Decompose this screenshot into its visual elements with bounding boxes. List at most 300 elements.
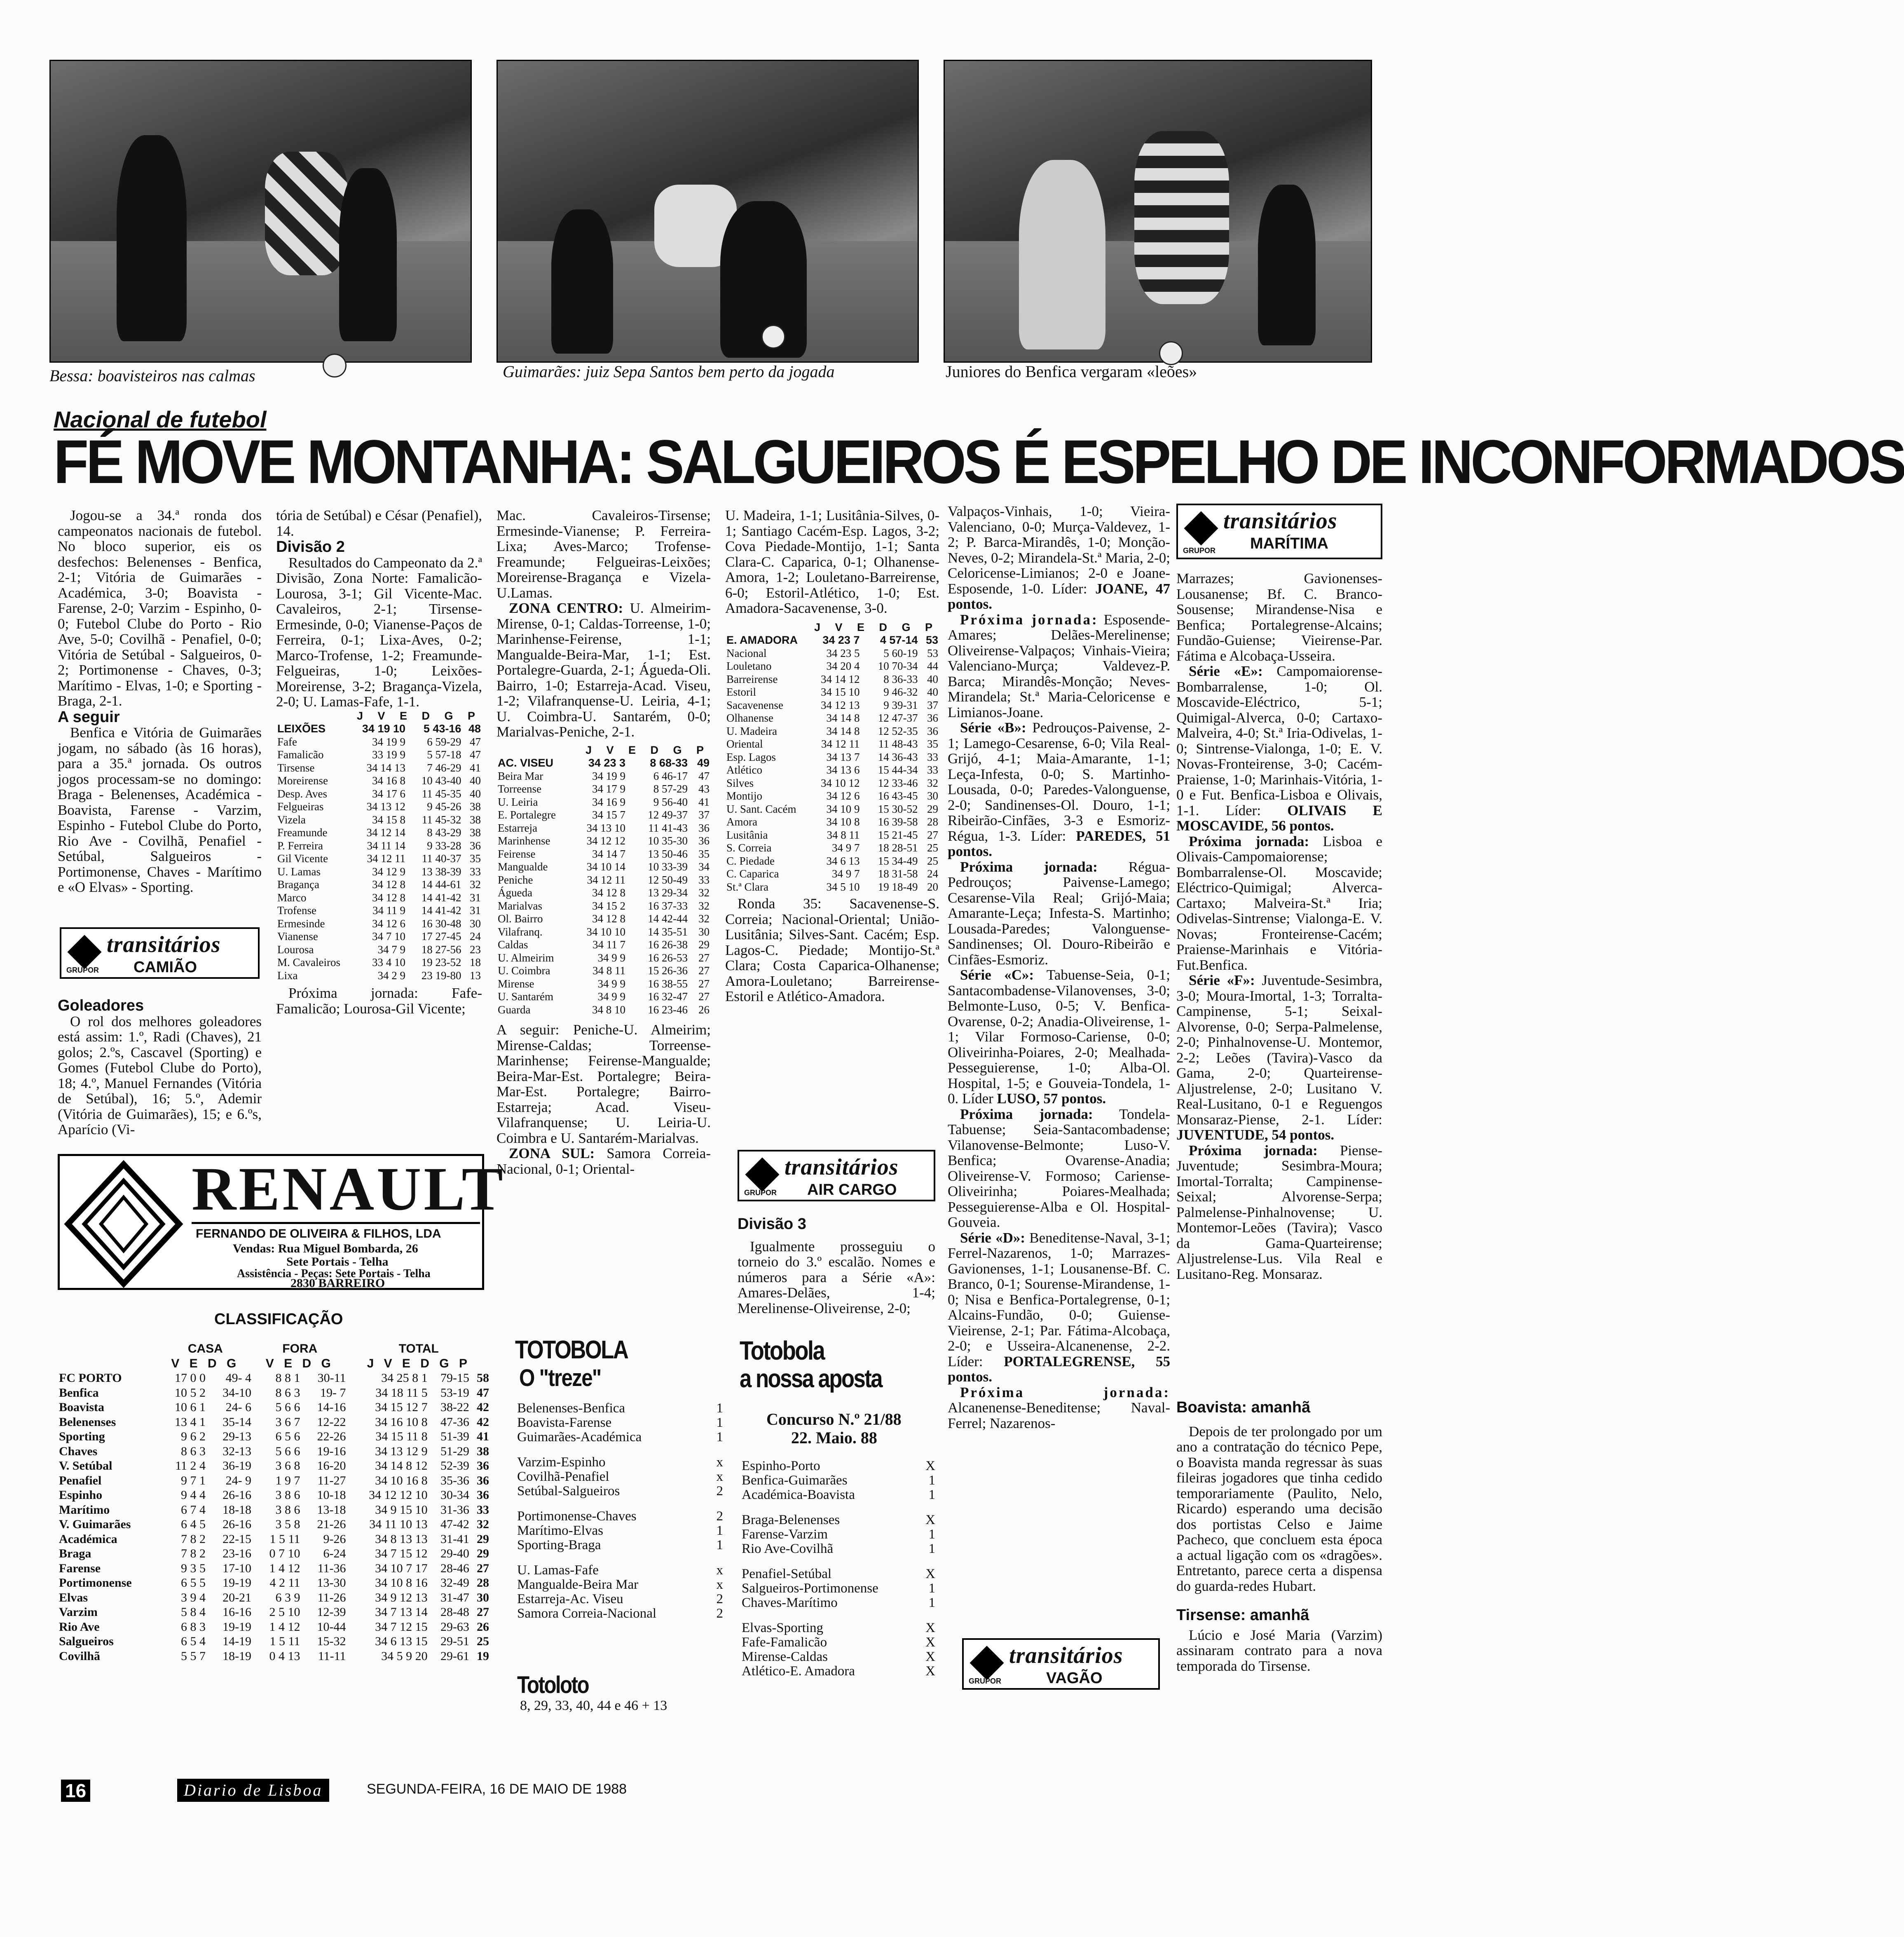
paragraph-a-seguir: Benfica e Vitória de Guimarães jogam, no sábado (às 16 horas), para a 35.ª jornada. Os outros jogos processam-se no domingo: Braga - Belenenses, Académica - Boavista, Farense - Varzim, Espinho - Futebol Clube do Porto, Rio Ave - Covilhã, Penafiel - Setúbal, Salgueiros - Portimonense, Chaves - Marítimo e «O Elvas» - Sporting.: [58, 725, 262, 895]
classif-row: [58, 1459, 490, 1473]
toto-match: Braga-Belenenses: [742, 1513, 840, 1527]
team-points: 35: [470, 852, 481, 865]
headline: FÉ MOVE MONTANHA: SALGUEIROS É ESPELHO DE INCONFORMADOS: [54, 427, 1904, 496]
toto-pick: 1: [716, 1523, 723, 1538]
label-proxima-jornada-a: Próxima jornada:: [960, 611, 1098, 628]
team-value: 14-16: [317, 1400, 346, 1414]
team-value: 6 5 4: [180, 1634, 206, 1648]
team-value: 11-26: [317, 1590, 346, 1604]
team-value: 51-29: [440, 1444, 469, 1458]
table-row: [496, 874, 711, 887]
ad-group: GRUPOR: [66, 966, 99, 974]
table-header-row: [725, 621, 939, 634]
team-name: Ol. Bairro: [498, 912, 543, 925]
table-row: [496, 835, 711, 848]
classif-group: CASA: [187, 1342, 223, 1355]
team-value: 1 9 7: [275, 1473, 300, 1487]
team-jve: 34 10 14: [586, 861, 625, 873]
dealer-sales-2: Sete Portais - Telha: [286, 1255, 389, 1269]
toto-row: [742, 1581, 935, 1596]
team-value: 41: [477, 1430, 489, 1443]
toto-row: [517, 1401, 723, 1416]
team-value: 0 7 10: [269, 1547, 300, 1560]
paragraph-norte-continued: Mac. Cavaleiros-Tirsense; Ermesinde-Vianense; P. Ferreira-Lixa; Aves-Marco; Trofense-Freamunde; Felgueiras-Leixões; Moreirense-Bragança e Vizela-U.Lamas.: [496, 507, 711, 601]
team-value: 1 5 11: [269, 1532, 300, 1546]
team-name: Moreirense: [277, 774, 328, 787]
team-value: 5 6 6: [275, 1444, 300, 1458]
team-name: Estarreja: [498, 821, 537, 834]
team-jve: 34 14 12: [820, 673, 860, 685]
team-value: 13-18: [317, 1503, 346, 1517]
team-value: 3 6 7: [275, 1415, 300, 1429]
table-header-blank: [725, 621, 804, 634]
table-row: [496, 809, 711, 822]
team-name: Vilafranq.: [498, 925, 543, 938]
team-name: Felgueiras: [277, 800, 324, 813]
team-value: 29-51: [440, 1634, 469, 1648]
team-name: Beira Mar: [498, 769, 543, 782]
team-points: 37: [927, 699, 938, 711]
team-points: 30: [927, 790, 938, 802]
team-dg: 9 56-40: [653, 795, 688, 808]
classif-group: TOTAL: [398, 1342, 439, 1355]
team-name: Nacional: [726, 647, 767, 659]
table-row: [276, 788, 482, 801]
team-value: 51-39: [440, 1430, 469, 1443]
team-dg: 11 40-37: [422, 852, 461, 865]
team-points: 36: [698, 835, 710, 847]
table-zona-centro: [496, 744, 711, 1017]
toto-match: Varzim-Espinho: [517, 1455, 606, 1470]
team-value: 9 6 2: [180, 1430, 206, 1443]
team-points: 41: [698, 795, 710, 808]
team-name: Bragança: [277, 878, 319, 891]
team-name: S. Correia: [726, 842, 772, 854]
ad-service: MARÍTIMA: [1250, 535, 1328, 552]
team-value: 42: [477, 1415, 489, 1429]
text-serie-c: Tabuense-Seia, 0-1; Santacombadense-Vilanovenses, 3-0; Belmonte-Luso, 0-5; V. Benfica-Ovarense, 0-2; Anadia-Oliveirense, 1-1; Vilar Formoso-Cariense, 0-0; Oliveirinha-Poiares, 2-0; Mealhada-Pesseguierense, 1-0; Alba-Ol. Hospital, 1-5; e Gouveia-Tondela, 1-0. Líder: [948, 967, 1170, 1107]
totoloto-title: Totoloto: [517, 1672, 589, 1698]
team-name: LEIXÕES: [277, 722, 326, 735]
team-value: 7 8 2: [180, 1532, 206, 1546]
table-row: [496, 1004, 711, 1017]
toto-row: [517, 1563, 723, 1578]
team-name: U. Coimbra: [498, 964, 550, 977]
team-points: 40: [470, 774, 481, 787]
team-jve: 34 12 11: [821, 738, 860, 750]
team-dg: 16 43-45: [878, 790, 918, 802]
table-row: [276, 865, 482, 879]
toto-group: [742, 1621, 935, 1679]
team-dg: 16 23-46: [648, 1003, 688, 1016]
toto-row: [517, 1524, 723, 1538]
table-row: [496, 783, 711, 796]
table-row: [496, 757, 711, 770]
classif-row: [58, 1576, 490, 1590]
toto-pick: x: [716, 1469, 723, 1484]
toto-group: [742, 1459, 935, 1502]
team-name: Águeda: [498, 886, 532, 899]
text-serie-a: Valpaços-Vinhais, 1-0; Vieira-Valenciano, 0-0; Murça-Valdevez, 1-2; P. Barca-Mirandês, 1-0; Monção-Neves, 0-2; Mirandela-St.ª Maria, 2-0; Celoricense-Limianos; 2-0 e Joane-Esposende, 1-0. Líder:: [948, 503, 1170, 597]
team-dg: 23 19-80: [421, 969, 461, 982]
classif-row: [58, 1400, 490, 1415]
team-points: 27: [698, 990, 710, 1003]
team-value: 34 10 16 8: [375, 1473, 428, 1487]
toto-match: Estarreja-Ac. Viseu: [517, 1592, 623, 1606]
team-jve: 34 5 10: [826, 880, 860, 893]
toto-match: Rio Ave-Covilhã: [742, 1541, 834, 1556]
team-value: 28: [477, 1576, 489, 1590]
team-name: U. Santarém: [498, 990, 553, 1003]
team-name: E. AMADORA: [726, 634, 798, 646]
team-value: 8 8 1: [275, 1371, 300, 1385]
team-value: 21-26: [317, 1517, 346, 1531]
team-name: Mangualde: [498, 861, 548, 873]
team-value: 30-11: [317, 1371, 346, 1385]
team-value: 34 13 12 9: [375, 1444, 428, 1458]
team-name: Esp. Lagos: [726, 750, 776, 763]
article-col-1b: [58, 997, 262, 1137]
team-value: 31-47: [440, 1590, 469, 1604]
team-jve: 34 20 4: [826, 660, 860, 672]
team-dg: 16 37-33: [648, 899, 688, 912]
team-points: 18: [470, 956, 481, 968]
team-value: 6 3 9: [275, 1590, 300, 1604]
table-header-cols: J V E D G P: [814, 621, 938, 633]
toto-pick: X: [925, 1635, 935, 1650]
team-value: 27: [477, 1605, 489, 1619]
table-row: [725, 842, 939, 855]
team-points: 44: [927, 660, 938, 672]
team-name: E. Portalegre: [498, 809, 556, 821]
team-points: 31: [470, 891, 481, 904]
toto-match: Portimonense-Chaves: [517, 1509, 637, 1524]
team-value: 12-22: [317, 1415, 346, 1429]
dealer-city: 2830 BARREIRO: [290, 1276, 385, 1290]
team-name: Marinhense: [498, 835, 550, 847]
team-dg: 13 29-34: [648, 886, 688, 899]
team-value: 35-36: [440, 1473, 469, 1487]
table-row: [725, 855, 939, 868]
team-name: Braga: [59, 1547, 91, 1560]
team-dg: 5 60-19: [883, 647, 918, 659]
team-value: 28-48: [440, 1605, 469, 1619]
aposta-title: Totobola: [740, 1336, 824, 1365]
toto-row: [517, 1430, 723, 1445]
ad-service: CAMIÃO: [133, 959, 197, 976]
team-value: 14-19: [222, 1634, 252, 1648]
dealer-name: FERNANDO DE OLIVEIRA & FILHOS, LDA: [196, 1227, 441, 1241]
table-row: [725, 764, 939, 777]
ad-transitarios-vagao: [962, 1638, 1160, 1690]
team-points: 38: [470, 813, 481, 826]
toto-pick: 1: [928, 1487, 935, 1502]
team-points: 27: [698, 977, 710, 990]
team-value: 34 15 11 8: [375, 1430, 428, 1443]
ad-brand: transitários: [785, 1154, 899, 1180]
team-value: 34 7 13 14: [375, 1605, 428, 1619]
table-row: [496, 926, 711, 939]
text-proxima-d: Alcanenense-Beneditense; Naval-Ferrel; Nazarenos-: [948, 1400, 1170, 1431]
team-points: 32: [698, 886, 710, 899]
team-value: 34-10: [222, 1386, 252, 1400]
team-value: 29-63: [440, 1620, 469, 1634]
team-value: 1 4 12: [269, 1620, 300, 1634]
classif-blank: [58, 1356, 158, 1371]
team-jve: 34 13 10: [586, 821, 625, 834]
team-points: 32: [470, 878, 481, 891]
grupor-logo-icon: [1184, 511, 1218, 545]
team-jve: 34 12 8: [372, 878, 406, 891]
table-row: [276, 969, 482, 983]
team-dg: 5 43-16: [423, 722, 461, 735]
team-jve: 34 9 9: [597, 990, 625, 1003]
table-row: [496, 822, 711, 835]
classif-row: [58, 1634, 490, 1649]
table-row: [725, 790, 939, 803]
team-dg: 15 21-45: [878, 828, 918, 841]
table-row: [725, 673, 939, 686]
toto-row: [742, 1635, 935, 1650]
team-value: 9 7 1: [180, 1473, 206, 1487]
toto-group: [517, 1509, 723, 1552]
team-value: 25: [477, 1634, 489, 1648]
team-value: 34 9 12 13: [375, 1590, 428, 1604]
team-jve: 34 12 9: [372, 865, 406, 878]
team-points: 43: [698, 783, 710, 795]
team-jve: 34 12 11: [367, 852, 406, 865]
classif-row: [58, 1371, 490, 1386]
team-dg: 10 33-39: [648, 861, 688, 873]
team-value: 15-32: [317, 1634, 346, 1648]
label-serie-b: Série «B»:: [960, 720, 1026, 736]
team-jve: 34 8 10: [592, 1003, 625, 1016]
team-value: 29: [477, 1532, 489, 1546]
team-value: 26-16: [222, 1488, 252, 1502]
team-jve: 34 14 13: [366, 761, 406, 774]
team-name: Barreirense: [726, 673, 778, 685]
team-points: 40: [927, 673, 938, 685]
table-row: [725, 647, 939, 660]
totobola-list: [517, 1401, 723, 1621]
team-jve: 34 12 8: [592, 886, 625, 899]
toto-row: [517, 1484, 723, 1498]
team-value: 13-30: [317, 1576, 346, 1590]
team-jve: 34 16 9: [592, 795, 625, 808]
classif-row: [58, 1561, 490, 1576]
table-row: [725, 634, 939, 647]
toto-group: [742, 1567, 935, 1610]
team-name: C. Caparica: [726, 868, 779, 880]
team-value: 3 8 6: [275, 1503, 300, 1517]
team-jve: 34 10 10: [586, 925, 625, 938]
ad-renault: [58, 1154, 506, 1290]
article-col-6: [1176, 571, 1382, 1395]
team-jve: 34 11 14: [367, 839, 406, 852]
team-jve: 34 15 7: [592, 809, 625, 821]
table-header-cols: J V E D G P: [356, 709, 481, 722]
team-dg: 7 46-29: [427, 761, 461, 774]
team-jve: 34 23 5: [826, 647, 860, 659]
team-points: 38: [470, 826, 481, 839]
team-value: 11-36: [317, 1561, 346, 1575]
totobola-subtitle: O "treze": [519, 1365, 601, 1391]
team-jve: 34 19 10: [362, 722, 406, 735]
table-row: [725, 660, 939, 673]
table-row: [725, 686, 939, 699]
ad-group: GRUPOR: [969, 1677, 1002, 1685]
toto-match: Boavista-Farense: [517, 1415, 612, 1430]
leader-serie-d: PORTALEGRENSE, 55 pontos.: [948, 1353, 1171, 1385]
team-value: 9-26: [323, 1532, 346, 1546]
team-name: C. Piedade: [726, 854, 775, 867]
team-value: 11-11: [318, 1649, 346, 1663]
table-row: [276, 917, 482, 931]
text-proxima-f: Piense-Juventude; Sesimbra-Moura; Imortal-Torralta; Campinense-Seixal; Alvorense-Serpa; Palmelense-Pinhalnovense; U. Montemor-Leões (Tavira); Vasco da Gama-Quarteirense; Aljustrelense-Lus. Vila Real e Lusitano-Reg. Monsaraz.: [1176, 1142, 1382, 1282]
classif-cols: J V E D G P: [367, 1356, 471, 1370]
paragraph-boavista: Depois de ter prolongado por um ano a contratação do técnico Pepe, o Boavista manda regressar às suas fileiras jogadores que tinha cedido temporariamente (Paulito, Nelo, Ricardo) esperando uma decisão dos portistas Celso e Jaime Pacheco, que concluem esta época a actual ligação com os «dragões». Entretanto, parece certa a dispensa do guarda-redes Hubart.: [1176, 1423, 1382, 1594]
text-serie-b: Pedrouços-Paivense, 2-1; Lamego-Cesarense, 6-0; Vila Real-Grijó, 4-1; Maia-Amarante, 1-1; Leça-Infesta, 0-0; S. Martinho-Lousada, 0-0; Paredes-Valonguense, 2-0; Sandinenses-Ol. Douro, 1-1; Ribeirão-Cinfães, 3-3 e Esmoriz-Régua, 1-3. Líder:: [948, 720, 1170, 844]
paragraph-sul: U. Madeira, 1-1; Lusitânia-Silves, 0-1; Santiago Cacém-Esp. Lagos, 3-2; Cova Piedade-Montijo, 1-1; Santa Clara-C. Caparica, 0-1; Olhanense-Amora, 1-2; Louletano-Barreirense, 6-0; Estoril-Atlético, 1-0; Est. Amadora-Sacavenense, 3-0.: [725, 507, 939, 616]
team-name: U. Sant. Cacém: [726, 802, 796, 815]
team-name: Salgueiros: [59, 1634, 114, 1648]
team-points: 36: [927, 712, 938, 724]
team-jve: 34 13 7: [826, 750, 860, 763]
renault-wordmark: RENAULT: [192, 1155, 506, 1223]
team-value: 10-18: [317, 1488, 346, 1502]
text-proxima-b: Régua-Pedrouços; Paivense-Lamego; Cesarense-Vila Real; Grijó-Maia; Amarante-Leça; Infesta-S. Martinho; Lousada-Paredes; Valonguense-Sandinenses; Ol. Douro-Ribeirão e Cinfães-Esmoriz.: [948, 858, 1170, 968]
team-points: 28: [927, 816, 938, 828]
aposta-date: 22. Maio. 88: [791, 1428, 877, 1447]
team-value: 17-10: [222, 1561, 252, 1575]
team-dg: 18 31-58: [878, 868, 918, 880]
toto-match: Covilhã-Penafiel: [517, 1469, 609, 1484]
team-value: 34 5 9 20: [381, 1649, 428, 1663]
totobola-title: TOTOBOLA: [515, 1336, 628, 1364]
team-name: Atlético: [726, 764, 762, 776]
team-dg: 11 45-32: [422, 813, 461, 826]
text-proxima-a: Esposende-Amares; Delães-Merelinense; Oliveirense-Valpaços; Vinhais-Vieira; Valenciano-Murça; Valdevez-P. Barca; Mirandês-Monção; Neves-Mirandela; St.ª Maria-Celoricense e Limianos-Joane.: [948, 611, 1170, 720]
toto-row: [742, 1542, 935, 1556]
team-dg: 12 49-37: [648, 809, 688, 821]
team-jve: 34 17 9: [592, 783, 625, 795]
table-row: [496, 848, 711, 861]
classif-row: [58, 1488, 490, 1503]
team-value: 35-14: [222, 1415, 252, 1429]
article-div3: [738, 1216, 935, 1323]
toto-match: Elvas-Sporting: [742, 1620, 823, 1635]
team-jve: 34 14 8: [826, 712, 860, 724]
team-value: 31-36: [440, 1503, 469, 1517]
team-points: 35: [927, 738, 938, 750]
team-dg: 11 48-43: [878, 738, 918, 750]
team-dg: 8 43-29: [427, 826, 461, 839]
team-dg: 6 59-29: [427, 735, 461, 748]
team-dg: 12 33-46: [878, 776, 918, 789]
paragraph-continuation: tória de Setúbal) e César (Penafiel), 14.: [276, 507, 482, 539]
team-value: 17 0 0: [174, 1371, 206, 1385]
team-dg: 14 42-44: [648, 912, 688, 925]
team-name: V. Guimarães: [59, 1517, 131, 1531]
dealer-assist: Assistência - Peças: Sete Portais - Telha: [237, 1267, 431, 1280]
team-value: 20-21: [222, 1590, 252, 1604]
team-jve: 34 15 2: [592, 899, 625, 912]
team-value: 32-13: [222, 1444, 252, 1458]
team-value: 16-16: [222, 1605, 252, 1619]
team-name: Trofense: [277, 904, 317, 917]
team-jve: 34 23 7: [822, 634, 860, 646]
team-value: 19-19: [222, 1576, 252, 1590]
team-value: 34 7 12 15: [375, 1620, 428, 1634]
team-dg: 16 32-47: [648, 990, 688, 1003]
team-dg: 11 41-43: [648, 821, 688, 834]
team-name: Famalicão: [277, 748, 324, 761]
classif-row: [58, 1532, 490, 1547]
table-header-cols: J V E D G P: [585, 743, 710, 756]
team-dg: 5 57-18: [427, 748, 461, 761]
team-value: 34 16 10 8: [375, 1415, 428, 1429]
team-value: 11-27: [317, 1473, 346, 1487]
toto-row: [742, 1567, 935, 1581]
team-points: 24: [470, 930, 481, 943]
table-row: [276, 930, 482, 943]
team-jve: 34 11 7: [592, 938, 625, 951]
team-value: 19-19: [222, 1620, 252, 1634]
toto-pick: 1: [928, 1473, 935, 1488]
text-serie-d: Beneditense-Naval, 3-1; Ferrel-Nazarenos, 1-0; Marrazes-Gavionenses, 1-1; Lousanense-Bf. C. Branco, 0-1; Sourense-Mirandense, 1-0; Nisa e Benfica-Portalegrense, 0-1; Alcains-Fundão, 0-0; Guiense-Vieirense, 2-1; Par. Fátima-Alcobaça, 2-0; e Usseira-Alcanenense, 2-2. Líder:: [948, 1229, 1170, 1370]
toto-row: [742, 1527, 935, 1542]
team-jve: 34 7 10: [372, 930, 406, 943]
ad-brand: transitários: [107, 932, 221, 957]
table-row: [276, 852, 482, 865]
team-jve: 34 19 9: [372, 735, 406, 748]
team-value: 1 4 12: [269, 1561, 300, 1575]
team-name: Lusitânia: [726, 828, 768, 841]
aposta-concurso: Concurso N.º 21/88: [766, 1410, 902, 1428]
team-dg: 8 36-33: [883, 673, 918, 685]
photo-caption-guimaraes: Guimarães: juiz Sepa Santos bem perto da jogada: [503, 362, 835, 381]
team-jve: 34 10 8: [826, 816, 860, 828]
team-jve: 34 15 10: [820, 686, 860, 698]
team-value: 5 5 7: [180, 1649, 206, 1663]
text-serie-d-cont: Marrazes; Gavionenses-Lousanense; Bf. C. Branco-Sousense; Mirandense-Nisa e Benfica; Portalegrense-Alcains; Fundão-Guiense; Vieirense-Par. Fátima e Alcobaça-Usseira.: [1176, 570, 1382, 664]
team-value: 29-13: [222, 1430, 252, 1443]
team-jve: 34 19 9: [592, 769, 625, 782]
aposta-subtitle: a nossa aposta: [740, 1365, 882, 1393]
team-name: Amora: [726, 816, 757, 828]
team-dg: 16 26-53: [648, 951, 688, 964]
ad-transitarios-camiao: [60, 927, 260, 979]
team-value: 5 8 4: [180, 1605, 206, 1619]
team-name: Montijo: [726, 790, 763, 802]
team-value: 47-42: [440, 1517, 469, 1531]
toto-pick: 1: [716, 1401, 723, 1416]
team-value: 24- 6: [225, 1400, 252, 1414]
label-proxima-jornada-c: Próxima jornada:: [960, 1106, 1093, 1122]
dealer-sales: Vendas: Rua Miguel Bombarda, 26: [233, 1242, 418, 1255]
team-points: 30: [698, 925, 710, 938]
team-value: 3 6 8: [275, 1459, 300, 1473]
team-value: 22-26: [317, 1430, 346, 1443]
team-value: 30-34: [440, 1488, 469, 1502]
team-dg: 11 45-35: [422, 787, 461, 800]
toto-pick: 1: [928, 1541, 935, 1556]
team-jve: 34 9 9: [597, 951, 625, 964]
ad-transitarios-maritima: [1176, 504, 1382, 559]
team-points: 36: [927, 725, 938, 737]
toto-match: Guimarães-Académica: [517, 1430, 642, 1445]
team-name: Marítimo: [59, 1503, 110, 1517]
